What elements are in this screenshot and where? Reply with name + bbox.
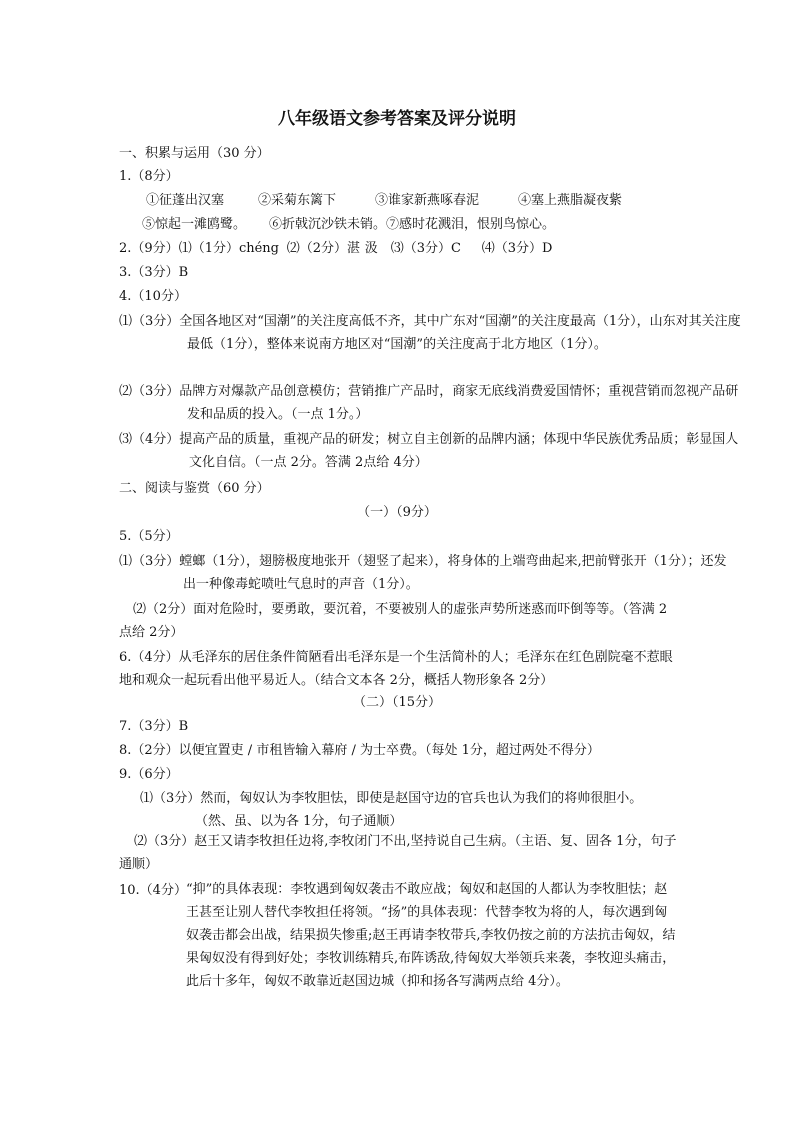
- q1-row1: [146, 192, 622, 210]
- q2-part2b: 汲: [364, 241, 378, 256]
- section2-heading: 二、阅读与鉴赏（60 分）: [119, 481, 270, 496]
- q1-answer-2: ②采菊东篱下: [258, 193, 337, 208]
- page-title: 八年级语文参考答案及评分说明: [278, 109, 516, 129]
- q1-row2: [142, 216, 555, 234]
- q1-answer-4: ④塞上燕脂凝夜紫: [518, 193, 623, 208]
- q2-part1: ⑴（1分）chéng: [178, 241, 279, 256]
- q9-label: 9.（6分）: [119, 767, 179, 782]
- q1-answer-5: ⑤惊起一滩鸥鹭。: [142, 217, 247, 232]
- q6-answer: 6.（4分）从毛泽东的居住条件简陋看出毛泽东是一个生活简朴的人；毛泽东在红色剧院毫不惹眼地和观众一起玩看出他平易近人。（结合文本各 2分，概括人物形象各 2分）: [119, 650, 673, 688]
- q1-answer-6-7: ⑥折戟沉沙铁未销。⑦感时花溅泪，恨别鸟惊心。: [269, 217, 556, 232]
- q4-part2: ⑵（3分）品牌方对爆款产品创意模仿；营销推广产品时，商家无底线消费爱国情怀；重视营销而忽视产品研发和品质的投入。（一点 1分。）: [119, 384, 739, 422]
- section1-heading: 一、积累与运用（30 分）: [119, 146, 270, 161]
- q2-part2: ⑵（2分）湛: [286, 241, 360, 256]
- section2-part2-heading: （二）（15分）: [352, 695, 442, 710]
- q2-part3: ⑶（3分）C: [390, 241, 461, 256]
- q1-label: 1.（8分）: [119, 169, 179, 184]
- q10-label: 10.（4分）: [119, 883, 187, 898]
- q2-line: [119, 240, 552, 258]
- q1-answer-1: ①征蓬出汉塞: [146, 193, 225, 208]
- q3-answer: 3.（3分）B: [119, 265, 189, 280]
- q5-part1: ⑴（3分）螳螂（1分），翅膀极度地张开（翅竖了起来），将身体的上端弯曲起来,把前臂张开（1分）；还发出一种像毒蛇喷吐气息时的声音（1分）。: [119, 554, 727, 592]
- q5-part2: ⑵（2分）面对危险时，要勇敢，要沉着，不要被别人的虚张声势所迷惑而吓倒等等。（答满 2点给 2分）: [119, 602, 668, 640]
- q7-answer: 7.（3分）B: [119, 719, 189, 734]
- q10-answer: “抑”的具体表现：李牧遇到匈奴袭击不敢应战；匈奴和赵国的人都认为李牧胆怯；赵王甚至让别人替代李牧担任将领。“扬”的具体表现：代替李牧为将的人，每次遇到匈奴袭击都会出战，结果损失惨重;赵王再请李牧带兵,李牧仍按之前的方法抗击匈奴，结果匈奴没有得到好处；李牧训练精兵,布阵诱敌,待匈奴大举领兵来袭，李牧迎头痛击，此后十多年，匈奴不敢靠近赵国边城（抑和扬各写满两点给 4分）。: [186, 882, 676, 989]
- q5-label: 5.（5分）: [119, 529, 179, 544]
- q8-answer: 8.（2分）以便宜置吏 / 市租皆输入幕府 / 为士卒费。（每处 1分，超过两处不得分）: [119, 743, 600, 758]
- q4-part1: ⑴（3分）全国各地区对“国潮”的关注度高低不齐，其中广东对“国潮”的关注度最高（1分），山东对其关注度最低（1分），整体来说南方地区对“国潮”的关注度高于北方地区（1分）。: [119, 314, 741, 352]
- q4-label: 4.（10分）: [119, 289, 187, 304]
- q4-part3: ⑶（4分）提高产品的质量，重视产品的研发；树立自主创新的品牌内涵；体现中华民族优秀品质；彰显国人文化自信。（一点 2分。答满 2点给 4分）: [119, 432, 739, 470]
- q2-label: 2.（9分）: [119, 241, 179, 256]
- q9-part1: ⑴（3分）然而，匈奴认为李牧胆怯，即使是赵国守边的官兵也认为我们的将帅很胆小。: [140, 791, 643, 806]
- q2-part4: ⑷（3分）D: [481, 241, 553, 256]
- section2-part1-heading: （一）（9分）: [357, 505, 437, 520]
- q9-part1-scoring: （然、虽、以为各 1分，句子通顺）: [195, 814, 403, 829]
- q1-answer-3: ③谁家新燕啄春泥: [375, 193, 480, 208]
- q9-part2: ⑵（3分）赵王又请李牧担任边将,李牧闭门不出,坚持说自己生病。（主语、复、固各 1分，句子通顺）: [119, 834, 677, 872]
